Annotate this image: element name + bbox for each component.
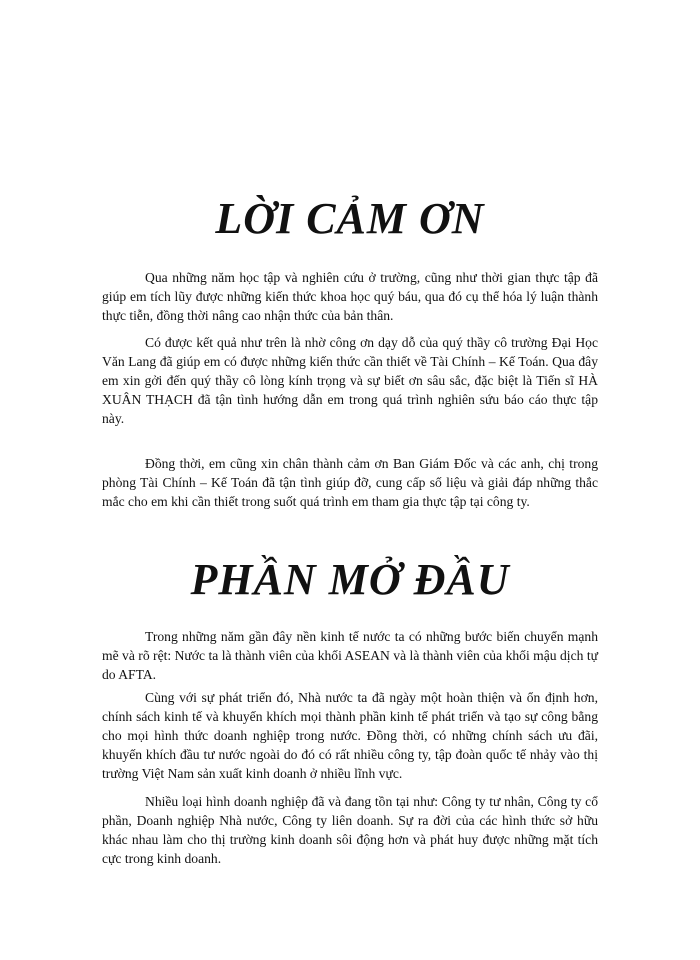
introduction-paragraph-3: Nhiều loại hình doanh nghiệp đã và đang tồn tại như: Công ty tư nhân, Công ty cổ phần, Doanh nghiệp Nhà nước, Công ty liên doanh. Sự ra đời của các hình thức sở hữu khác nhau làm cho thị trường kinh doanh sôi động hơn và phát huy được những mặt tích cực trong kinh doanh. (102, 794, 598, 866)
introduction-title: PHẦN MỞ ĐẦU (190, 555, 510, 604)
acknowledgements-paragraph-2: Có được kết quả như trên là nhờ công ơn dạy dỗ của quý thầy cô trường Đại Học Văn Lang đã giúp em có được những kiến thức cần thiết về Tài Chính – Kế Toán. Qua đây em xin gởi đến quý thầy cô lòng kính trọng và sự biết ơn sâu sắc, đặc biệt là Tiến sĩ HÀ XUÂN THẠCH đã tận tình hướng dẫn em trong quá trình nghiên sứu báo cáo thực tập này. (102, 335, 598, 426)
introduction-paragraph-1: Trong những năm gần đây nền kinh tế nước ta có những bước biến chuyển mạnh mẽ và rõ rệt: Nước ta là thành viên của khối ASEAN và là thành viên của khối mậu dịch tự do AFTA. (102, 629, 598, 682)
acknowledgements-paragraph-3: Đồng thời, em cũng xin chân thành cảm ơn Ban Giám Đốc và các anh, chị trong phòng Tài Chính – Kế Toán đã tận tình giúp đỡ, cung cấp số liệu và giải đáp những thắc mắc cho em khi cần thiết trong suốt quá trình em tham gia thực tập tại công ty. (102, 456, 598, 509)
acknowledgements-title: LỜI CẢM ƠN (215, 194, 485, 243)
acknowledgements-paragraph-1: Qua những năm học tập và nghiên cứu ở trường, cũng như thời gian thực tập đã giúp em tích lũy được những kiến thức khoa học quý báu, qua đó cụ thể hóa lý luận thành thực tiễn, đồng thời nâng cao nhận thức của bản thân. (102, 270, 598, 323)
introduction-paragraph-2: Cùng với sự phát triển đó, Nhà nước ta đã ngày một hoàn thiện và ổn định hơn, chính sách kinh tế và khuyến khích mọi thành phần kinh tế phát triển và tạo sự công bằng cho mọi hình thức doanh nghiệp trong nước. Đồng thời, có những chính sách ưu đãi, khuyến khích đầu tư nước ngoài do đó có rất nhiều công ty, tập đoàn quốc tế nhảy vào thị trường Việt Nam sản xuất kinh doanh ở nhiều lĩnh vực. (102, 690, 598, 781)
